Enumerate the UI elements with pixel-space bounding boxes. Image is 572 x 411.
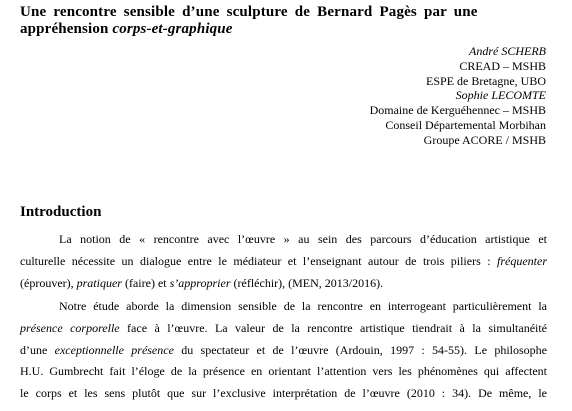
- text-run: (faire) et: [121, 275, 170, 290]
- author-affiliation: ESPE de Bretagne, UBO: [426, 73, 546, 88]
- text-run: d’une: [20, 342, 55, 357]
- paragraph-line: [20, 340, 547, 362]
- paragraph-line: le corps et les sens plutôt que sur l’exclusive interprétation de l’œuvre (2010 : 34). De même, le: [20, 386, 547, 401]
- paragraph: [20, 296, 547, 405]
- paragraph: [20, 229, 547, 294]
- text-run: du spectateur et de l’œuvre (Ardouin, 1997 : 54-55). Le philosophe: [173, 342, 548, 357]
- author-affiliation: Groupe ACORE / MSHB: [423, 132, 546, 147]
- text-run: (éprouver),: [20, 275, 77, 290]
- title-line-1: Une rencontre sensible d’une sculpture de Bernard Pagès par une: [20, 4, 478, 20]
- text-run-italic: exceptionnelle présence: [54, 342, 174, 357]
- text-run: culturelle nécessite un dialogue entre le médiateur et l’enseignant autour de trois piliers :: [20, 253, 497, 268]
- text-run-italic: s’approprier: [169, 275, 231, 290]
- text-run: face à l’œuvre. La valeur de la rencontre artistique tiendrait à la simultanéité: [119, 320, 548, 335]
- article-title: [20, 4, 560, 38]
- section-heading: Introduction: [20, 204, 102, 220]
- text-run-italic: fréquenter: [497, 253, 547, 268]
- author-affiliation: Domaine de Kerguéhennec – MSHB: [369, 103, 546, 118]
- title-line-2-text: appréhension: [20, 21, 113, 37]
- paragraph-line: Notre étude aborde la dimension sensible de la rencontre en interrogeant particulièrement la: [59, 299, 547, 313]
- paragraph-line: La notion de « rencontre avec l’œuvre » au sein des parcours d’éducation artistique et: [59, 232, 547, 246]
- text-run: (réfléchir), (MEN, 2013/2016).: [230, 275, 384, 290]
- paragraph-line: [20, 318, 547, 340]
- author-block: [370, 44, 546, 148]
- title-line-2: [20, 21, 560, 38]
- paragraph-line: [20, 273, 547, 295]
- author-affiliation: Conseil Départemental Morbihan: [385, 117, 546, 132]
- text-run-italic: pratiquer: [76, 275, 122, 290]
- author-name: André SCHERB: [469, 44, 546, 58]
- author-name: Sophie LECOMTE: [455, 88, 546, 103]
- author-affiliation: CREAD – MSHB: [459, 58, 546, 73]
- title-line-2-italic: corps-et-graphique: [112, 21, 233, 37]
- text-run-italic: présence corporelle: [20, 320, 120, 335]
- paragraph-line: H.U. Gumbrecht fait l’éloge de la présence en orientant l’attention vers les phénomènes qui affectent: [20, 364, 547, 379]
- paragraph-line: [20, 251, 547, 273]
